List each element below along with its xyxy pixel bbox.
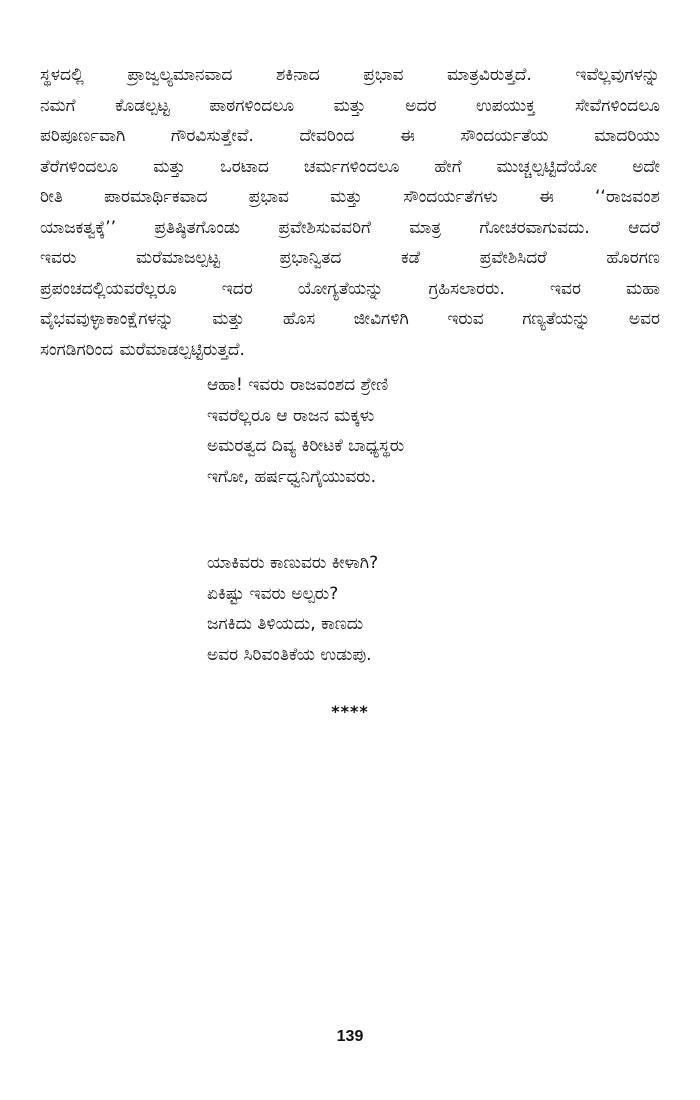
paragraph-line: ಸಂಗಡಿಗರಿಂದ ಮರೆಮಾಡಲ್ಪಟ್ಟಿರುತ್ತದೆ. bbox=[40, 339, 245, 360]
paragraph-line: ಪ್ರಪಂಚದಲ್ಲಿಯವರೆಲ್ಲರೂ ಇದರ ಯೋಗ್ಯತೆಯನ್ನು ಗ್ರಹಿಸಲಾರರು. ಇವರ ಮಹಾ bbox=[40, 278, 660, 299]
poem-line: ಅಮರತ್ವದ ದಿವ್ಯ ಕಿರೀಟಕೆ ಬಾಧ್ಯಸ್ಥರು bbox=[207, 436, 405, 456]
poem-line: ಆಹಾ! ಇವರು ರಾಜವಂಶದ ಶ್ರೇಣಿ bbox=[207, 375, 389, 395]
poem-stanza-1 bbox=[207, 370, 647, 492]
paragraph-line: ಯಾಜಕತ್ವಕ್ಕೆ’’ ಪ್ರತಿಷ್ಠಿತಗೊಂಡು ಪ್ರವೇಶಿಸುವವರಿಗೆ ಮಾತ್ರ ಗೋಚರವಾಗುವದು. ಆದರೆ bbox=[40, 217, 660, 238]
paragraph-line: ತೆರೆಗಳಿಂದಲೂ ಮತ್ತು ಒರಟಾದ ಚರ್ಮಗಳಿಂದಲೂ ಹೇಗೆ ಮುಚ್ಚಲ್ಪಟ್ಟಿದೆಯೋ ಅದೇ bbox=[40, 156, 660, 177]
poem-line: ಯಾಕಿವರು ಕಾಣುವರು ಕೀಳಾಗಿ? bbox=[207, 553, 379, 573]
section-separator: **** bbox=[331, 702, 369, 721]
paragraph-line: ಇವರು ಮರೆಮಾಜಲ್ಪಟ್ಟ ಪ್ರಭಾನ್ವಿತದ ಕಡೆ ಪ್ರವೇಶಿಸಿದರೆ ಹೊರಗಣ bbox=[40, 248, 660, 268]
poem-line: ಅವರ ಸಿರಿವಂತಿಕೆಯ ಉಡುಪು. bbox=[207, 644, 372, 665]
paragraph-line: ವೈಭವವುಳ್ಳಾಕಾಂಕ್ಷೆಗಳನ್ನು ಮತ್ತು ಹೊಸ ಜೀವಿಗಳಿಗಿ ಇರುವ ಗಣ್ಯತೆಯನ್ನು ಅವರ bbox=[40, 309, 660, 329]
paragraph-line: ರೀತಿ ಪಾರಮಾರ್ಥಿಕವಾದ ಪ್ರಭಾವ ಮತ್ತು ಸೌಂದರ್ಯತೆಗಳು ಈ ‘‘ರಾಜವಂಶ bbox=[40, 187, 660, 207]
paragraph-line: ಸ್ಥಳದಲ್ಲಿ ಪ್ರಾಜ್ವಲ್ಯಮಾನವಾದ ಶಕಿನಾದ ಪ್ರಭಾವ ಮಾತ್ರವಿರುತ್ತದೆ. ಇವೆಲ್ಲವುಗಳನ್ನು bbox=[40, 65, 660, 85]
poem-line: ಏಕಿಷ್ಟು ಇವರು ಅಲ್ಪರು? bbox=[207, 583, 339, 604]
poem-line: ಜಗಕಿದು ತಿಳಿಯದು, ಕಾಣದು bbox=[207, 614, 364, 634]
paragraph-line: ನಮಗೆ ಕೊಡಲ್ಪಟ್ಟ ಪಾಠಗಳಿಂದಲೂ ಮತ್ತು ಅದರ ಉಪಯುಕ್ತ ಸೇವೆಗಳಿಂದಲೂ bbox=[40, 95, 660, 116]
poem-line: ಇಗೋ, ಹರ್ಷಧ್ವನಿಗೈಯುವರು. bbox=[207, 466, 377, 487]
page-number: 139 bbox=[336, 1028, 364, 1045]
paragraph-line: ಪರಿಪೂರ್ಣವಾಗಿ ಗೌರವಿಸುತ್ತೇವೆ. ದೇವರಿಂದ ಈ ಸೌಂದರ್ಯತೆಯ ಮಾದರಿಯು bbox=[40, 126, 660, 146]
poem-line: ಇವರೆಲ್ಲರೂ ಆ ರಾಜನ ಮಕ್ಕಳು bbox=[207, 405, 375, 426]
poem-stanza-2 bbox=[207, 548, 647, 670]
body-paragraph bbox=[40, 60, 660, 365]
